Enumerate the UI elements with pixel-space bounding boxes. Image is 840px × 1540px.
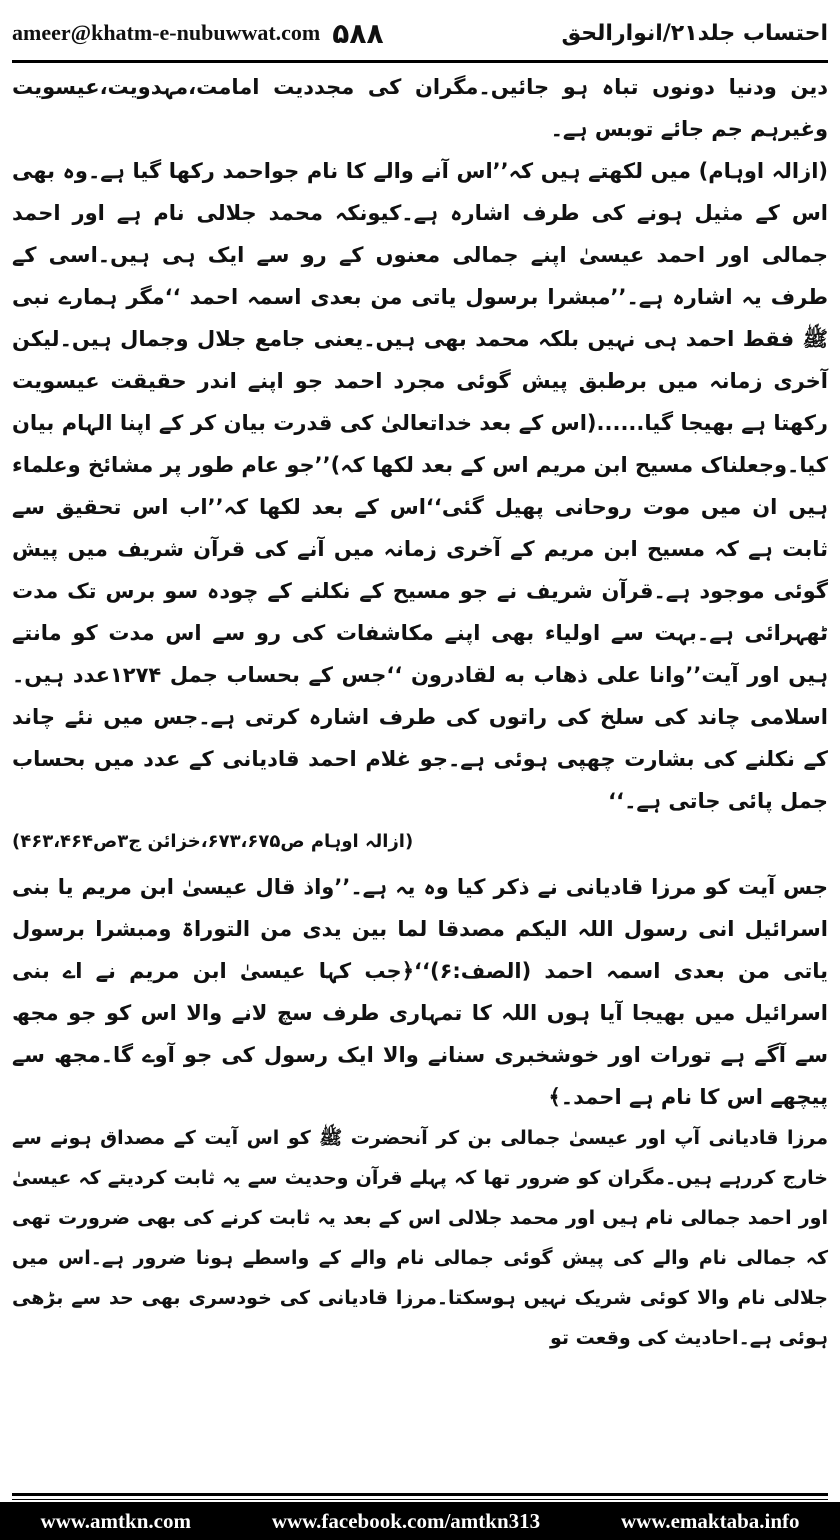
page-header	[12, 8, 828, 58]
body-paragraph: (ازالہ اوہام) میں لکھتے ہیں کہ’’اس آنے والے کا نام جواحمد رکھا گیا ہے۔وہ بھی اس کے مثیل ہونے کی طرف اشارہ ہے۔کیونکہ محمد جلالی نام ہے اور احمد جمالی اور احمد عیسیٰ اپنے جمالی معنوں کے رو سے ایک ہی ہیں۔اسی کے طرف یہ اشارہ ہے۔’’مبشرا برسول یاتی من بعدی اسمہ احمد ‘‘مگر ہمارے نبی ﷺ فقط احمد ہی نہیں بلکہ محمد بھی ہیں۔یعنی جامع جلال وجمال ہیں۔لیکن آخری زمانہ میں برطبق پیش گوئی مجرد احمد جو اپنے اندر حقیقت عیسویت رکھتا ہے بھیجا گیا......(اس کے بعد خداتعالیٰ کی قدرت بیان کر کے اپنا الہام بیان کیا۔وجعلناک مسیح ابن مریم اس کے بعد لکھا کہ)’’جو عام طور پر مشائخ وعلماء ہیں ان میں موت روحانی پھیل گئی‘‘اس کے بعد لکھا کہ’’اب اس تحقیق سے ثابت ہے کہ مسیح ابن مریم کے آخری زمانہ میں آنے کی قرآن شریف میں پیش گوئی موجود ہے۔قرآن شریف نے جو مسیح کے نکلنے کے چودہ سو برس تک مدت ٹھہرائی ہے۔بہت سے اولیاء بھی اپنے مکاشفات کی رو سے اس مدت کو مانتے ہیں اور آیت’’وانا علی ذھاب به لقادرون ‘‘جس کے بحساب جمل ۱۲۷۴عدد ہیں۔اسلامی چاند کی سلخ کی راتوں کی طرف اشارہ کرتی ہے۔جس میں نئے چاند کے نکلنے کی بشارت چھپی ہوئی ہے۔جو غلام احمد قادیانی کے عدد میں بحساب جمل پائی جاتی ہے۔‘‘	[12, 159, 828, 813]
body-paragraph: دین ودنیا دونوں تباہ ہو جائیں۔مگران کی مجددیت امامت،مہدویت،عیسویت وغیرہم جم جائے توبس ہے۔	[12, 75, 828, 141]
reference-citation: (ازالہ اوہام ص۶۷۳،۶۷۵،خزائن ج۳ص۴۶۳،۴۶۴)	[12, 831, 414, 852]
footer-link-amtkn[interactable]: www.amtkn.com	[40, 1508, 191, 1533]
body-paragraph: مرزا قادیانی آپ اور عیسیٰ جمالی بن کر آنحضرت ﷺ کو اس آیت کے مصداق ہونے سے خارج کررہے ہیں۔مگران کو ضرور تھا کہ پہلے قرآن وحدیث سے یہ ثابت کردیتے کہ عیسیٰ اور احمد جمالی نام ہیں اور محمد جلالی اس کے بعد یہ ثابت کرنے کی بھی ضرورت تھی کہ جمالی نام والے کی پیش گوئی جمالی نام والے کے واسطے ہونا ضرور ہے۔اس میں جلالی نام والا کوئی شریک نہیں ہوسکتا۔مرزا قادیانی کی خودسری بھی حد سے بڑھی ہوئی ہے۔احادیث کی وقعت تو	[12, 1127, 828, 1349]
header-email: ameer@khatm-e-nubuwwat.com	[12, 20, 321, 45]
book-title: احتساب جلد۲۱/انوارالحق	[561, 20, 828, 46]
footer-divider	[12, 1493, 828, 1496]
footer-link-emaktaba[interactable]: www.emaktaba.info	[621, 1508, 800, 1533]
page-body	[12, 66, 828, 1458]
header-left	[12, 17, 384, 50]
page-number: ۵۸۸	[332, 16, 384, 50]
footer-link-facebook[interactable]: www.facebook.com/amtkn313	[271, 1508, 541, 1533]
body-paragraph: جس آیت کو مرزا قادیانی نے ذکر کیا وہ یہ ہے۔’’واذ قال عیسیٰ ابن مریم یا بنی اسرائیل انی رسول اللہ الیکم مصدقا لما بین یدی من التوراۃ ومبشرا برسول یاتی من بعدی اسمہ احمد (الصف:۶)‘‘﴿جب کہا عیسیٰ ابن مریم نے اے بنی اسرائیل میں بھیجا آیا ہوں اللہ کا تمہاری طرف سچ لانے والا اس کو جو مجھ سے آگے ہے تورات اور خوشخبری سنانے والا ایک رسول کی جو آوے گا۔مجھ سے پیچھے اس کا نام ہے احمد۔﴾	[12, 875, 829, 1109]
header-divider	[12, 60, 828, 63]
footer-divider-thin	[12, 1499, 828, 1500]
page-footer	[0, 1502, 840, 1540]
